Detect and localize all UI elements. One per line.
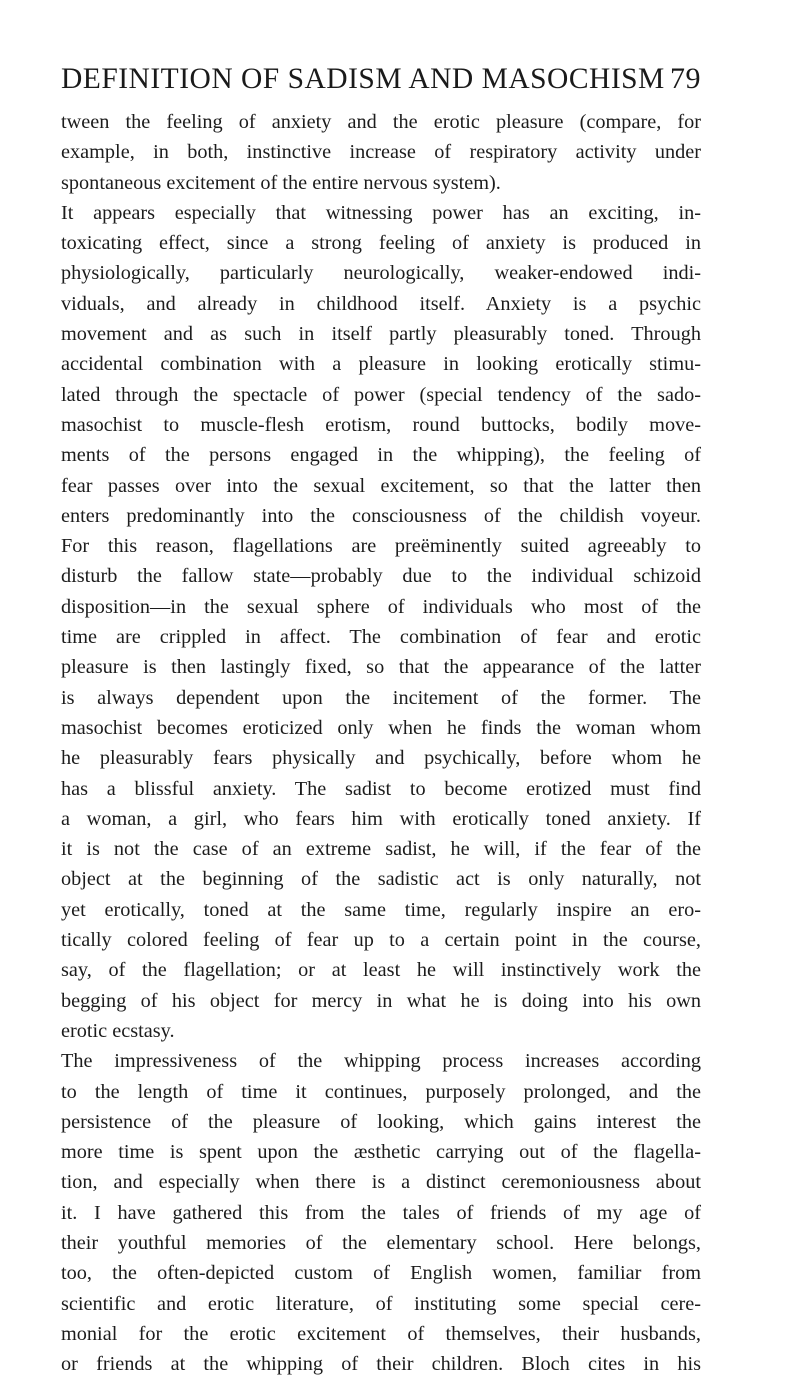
text-line: too, the often-depicted custom of English women, familiar from [61,1262,701,1285]
text-line: it is not the case of an extreme sadist, he will, if the fear of the [61,838,701,861]
text-line: persistence of the pleasure of looking, which gains interest the [61,1110,701,1133]
page-number: 79 [670,62,701,95]
running-head: DEFINITION OF SADISM AND MASOCHISM [61,63,665,95]
text-line: is always dependent upon the incitement of the former. The [61,686,701,709]
text-line: it. I have gathered this from the tales of friends of my age of [61,1201,701,1224]
text-line: or friends at the whipping of their children. Bloch cites in his [61,1353,701,1376]
text-line: viduals, and already in childhood itself. Anxiety is a psychic [61,292,701,315]
text-line: enters predominantly into the consciousness of the childish voyeur. [61,504,701,527]
text-line: a woman, a girl, who fears him with erotically toned anxiety. If [61,807,701,830]
text-line: For this reason, flagellations are preëminently suited agreeably to [61,535,701,558]
text-line: to the length of time it continues, purposely prolonged, and the [61,1080,701,1103]
text-line: more time is spent upon the æsthetic carrying out of the flagella- [61,1141,701,1164]
text-line: tion, and especially when there is a distinct ceremoniousness about [61,1171,701,1194]
text-line: fear passes over into the sexual excitement, so that the latter then [61,474,701,497]
text-line: toxicating effect, since a strong feeling of anxiety is produced in [61,232,701,255]
text-line: their youthful memories of the elementary school. Here belongs, [61,1231,701,1254]
text-line: disturb the fallow state—probably due to the individual schizoid [61,565,701,588]
text-line: tically colored feeling of fear up to a certain point in the course, [61,929,701,952]
text-line: object at the beginning of the sadistic act is only naturally, not [61,868,701,891]
text-line: monial for the erotic excitement of themselves, their husbands, [61,1322,701,1345]
body-text [61,107,701,1379]
text-line: he pleasurably fears physically and psychically, before whom he [61,747,701,770]
text-line: time are crippled in affect. The combination of fear and erotic [61,626,701,649]
text-line: erotic ecstasy. [61,1019,175,1042]
text-line: pleasure is then lastingly fixed, so that the appearance of the latter [61,656,701,679]
text-line: The impressiveness of the whipping process increases according [61,1050,701,1073]
text-line: scientific and erotic literature, of instituting some special cere- [61,1292,701,1315]
page-header [61,62,701,102]
text-line: disposition—in the sexual sphere of individuals who most of the [61,595,701,618]
text-line: begging of his object for mercy in what he is doing into his own [61,989,701,1012]
text-line: tween the feeling of anxiety and the erotic pleasure (compare, for [61,111,701,133]
text-line: movement and as such in itself partly pleasurably toned. Through [61,323,701,346]
text-line: spontaneous excitement of the entire nervous system). [61,171,501,194]
text-line: physiologically, particularly neurologically, weaker-endowed indi- [61,262,701,285]
text-line: ments of the persons engaged in the whipping), the feeling of [61,444,701,467]
text-line: lated through the spectacle of power (special tendency of the sado- [61,383,701,406]
text-line: yet erotically, toned at the same time, regularly inspire an ero- [61,898,701,921]
text-line: say, of the flagellation; or at least he will instinctively work the [61,959,701,982]
text-line: example, in both, instinctive increase of respiratory activity under [61,141,701,164]
text-line: accidental combination with a pleasure in looking erotically stimu- [61,353,701,376]
text-line: masochist becomes eroticized only when he finds the woman whom [61,716,701,739]
text-line: has a blissful anxiety. The sadist to become erotized must find [61,777,701,800]
text-line: masochist to muscle-flesh erotism, round buttocks, bodily move- [61,413,701,436]
text-line: It appears especially that witnessing power has an exciting, in- [61,201,701,224]
